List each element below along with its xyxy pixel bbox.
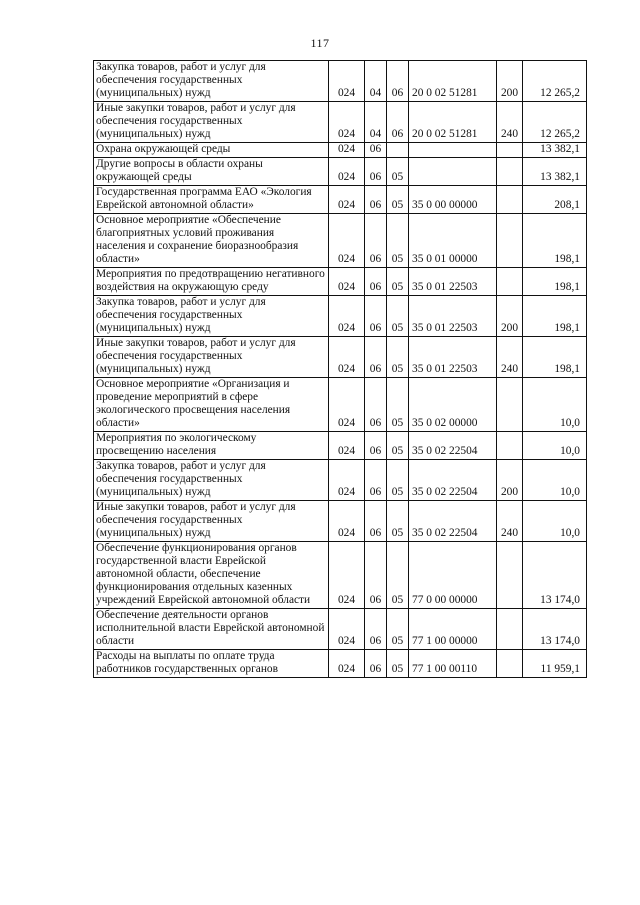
row-expense-type-code: 240 bbox=[497, 337, 523, 378]
row-subsection-code: 05 bbox=[387, 432, 409, 460]
row-target-article-code: 20 0 02 51281 bbox=[409, 102, 497, 143]
row-target-article-code: 35 0 00 00000 bbox=[409, 186, 497, 214]
row-amount: 10,0 bbox=[523, 378, 587, 432]
row-name: Мероприятия по предотвращению негативного воздействия на окружающую среду bbox=[94, 268, 329, 296]
row-target-article-code: 35 0 01 22503 bbox=[409, 296, 497, 337]
row-amount: 198,1 bbox=[523, 268, 587, 296]
row-subsection-code: 06 bbox=[387, 102, 409, 143]
row-expense-type-code bbox=[497, 268, 523, 296]
row-expense-type-code bbox=[497, 542, 523, 609]
table-row bbox=[94, 542, 587, 609]
row-section-code: 06 bbox=[365, 460, 387, 501]
row-target-article-code bbox=[409, 158, 497, 186]
row-section-code: 04 bbox=[365, 102, 387, 143]
row-target-article-code: 77 0 00 00000 bbox=[409, 542, 497, 609]
row-subsection-code: 05 bbox=[387, 186, 409, 214]
row-amount: 13 174,0 bbox=[523, 609, 587, 650]
row-name: Расходы на выплаты по оплате труда работников государственных органов bbox=[94, 650, 329, 678]
row-expense-type-code bbox=[497, 186, 523, 214]
row-target-article-code: 20 0 02 51281 bbox=[409, 61, 497, 102]
table-row bbox=[94, 650, 587, 678]
row-ministry-code: 024 bbox=[329, 61, 365, 102]
row-expense-type-code bbox=[497, 650, 523, 678]
row-target-article-code: 35 0 02 22504 bbox=[409, 460, 497, 501]
row-subsection-code: 05 bbox=[387, 268, 409, 296]
row-amount: 12 265,2 bbox=[523, 61, 587, 102]
row-expense-type-code: 240 bbox=[497, 501, 523, 542]
row-ministry-code: 024 bbox=[329, 186, 365, 214]
row-ministry-code: 024 bbox=[329, 609, 365, 650]
row-section-code: 06 bbox=[365, 214, 387, 268]
row-name: Иные закупки товаров, работ и услуг для обеспечения государственных (муниципальных) нужд bbox=[94, 501, 329, 542]
table-row bbox=[94, 61, 587, 102]
row-expense-type-code: 200 bbox=[497, 296, 523, 337]
table-row bbox=[94, 158, 587, 186]
row-subsection-code: 05 bbox=[387, 501, 409, 542]
row-subsection-code: 05 bbox=[387, 214, 409, 268]
row-section-code: 06 bbox=[365, 296, 387, 337]
table-row bbox=[94, 609, 587, 650]
row-section-code: 04 bbox=[365, 61, 387, 102]
row-subsection-code: 05 bbox=[387, 542, 409, 609]
row-section-code: 06 bbox=[365, 186, 387, 214]
row-amount: 13 382,1 bbox=[523, 158, 587, 186]
row-target-article-code: 35 0 01 22503 bbox=[409, 268, 497, 296]
row-name: Государственная программа ЕАО «Экология Еврейской автономной области» bbox=[94, 186, 329, 214]
table-row bbox=[94, 337, 587, 378]
row-amount: 198,1 bbox=[523, 337, 587, 378]
row-ministry-code: 024 bbox=[329, 542, 365, 609]
table-row bbox=[94, 214, 587, 268]
row-target-article-code: 35 0 02 22504 bbox=[409, 432, 497, 460]
row-name: Основное мероприятие «Обеспечение благоприятных условий проживания населения и сохранение биоразнообразия области» bbox=[94, 214, 329, 268]
row-subsection-code: 05 bbox=[387, 378, 409, 432]
row-name: Обеспечение деятельности органов исполнительной власти Еврейской автономной области bbox=[94, 609, 329, 650]
row-name: Обеспечение функционирования органов государственной власти Еврейской автономной области, обеспечение функционирования отдельных казенных учреждений Еврейской автономной области bbox=[94, 542, 329, 609]
row-section-code: 06 bbox=[365, 378, 387, 432]
row-name: Мероприятия по экологическому просвещению населения bbox=[94, 432, 329, 460]
table-row bbox=[94, 268, 587, 296]
row-amount: 10,0 bbox=[523, 432, 587, 460]
row-amount: 198,1 bbox=[523, 214, 587, 268]
row-expense-type-code: 240 bbox=[497, 102, 523, 143]
row-subsection-code: 05 bbox=[387, 296, 409, 337]
row-subsection-code: 05 bbox=[387, 460, 409, 501]
row-name: Закупка товаров, работ и услуг для обеспечения государственных (муниципальных) нужд bbox=[94, 61, 329, 102]
row-ministry-code: 024 bbox=[329, 460, 365, 501]
page-number: 117 bbox=[310, 36, 330, 50]
row-section-code: 06 bbox=[365, 143, 387, 158]
table-row bbox=[94, 501, 587, 542]
row-expense-type-code bbox=[497, 609, 523, 650]
row-amount: 12 265,2 bbox=[523, 102, 587, 143]
row-name: Закупка товаров, работ и услуг для обеспечения государственных (муниципальных) нужд bbox=[94, 296, 329, 337]
row-amount: 11 959,1 bbox=[523, 650, 587, 678]
row-section-code: 06 bbox=[365, 542, 387, 609]
row-name: Охрана окружающей среды bbox=[94, 143, 329, 158]
row-subsection-code: 05 bbox=[387, 609, 409, 650]
row-subsection-code: 05 bbox=[387, 650, 409, 678]
row-amount: 10,0 bbox=[523, 501, 587, 542]
row-name: Основное мероприятие «Организация и проведение мероприятий в сфере экологического просвещения населения области» bbox=[94, 378, 329, 432]
row-target-article-code: 35 0 01 22503 bbox=[409, 337, 497, 378]
row-subsection-code bbox=[387, 143, 409, 158]
row-amount: 10,0 bbox=[523, 460, 587, 501]
row-ministry-code: 024 bbox=[329, 501, 365, 542]
table-row bbox=[94, 432, 587, 460]
table-row bbox=[94, 296, 587, 337]
row-expense-type-code bbox=[497, 214, 523, 268]
row-ministry-code: 024 bbox=[329, 214, 365, 268]
row-ministry-code: 024 bbox=[329, 158, 365, 186]
row-ministry-code: 024 bbox=[329, 268, 365, 296]
row-target-article-code: 35 0 01 00000 bbox=[409, 214, 497, 268]
row-expense-type-code bbox=[497, 378, 523, 432]
row-ministry-code: 024 bbox=[329, 650, 365, 678]
table-row bbox=[94, 102, 587, 143]
row-name: Другие вопросы в области охраны окружающей среды bbox=[94, 158, 329, 186]
row-name: Иные закупки товаров, работ и услуг для обеспечения государственных (муниципальных) нужд bbox=[94, 337, 329, 378]
row-expense-type-code bbox=[497, 432, 523, 460]
row-target-article-code: 77 1 00 00110 bbox=[409, 650, 497, 678]
row-subsection-code: 06 bbox=[387, 61, 409, 102]
row-amount: 13 382,1 bbox=[523, 143, 587, 158]
row-name: Закупка товаров, работ и услуг для обеспечения государственных (муниципальных) нужд bbox=[94, 460, 329, 501]
row-amount: 198,1 bbox=[523, 296, 587, 337]
row-amount: 13 174,0 bbox=[523, 542, 587, 609]
row-section-code: 06 bbox=[365, 609, 387, 650]
row-expense-type-code: 200 bbox=[497, 460, 523, 501]
row-amount: 208,1 bbox=[523, 186, 587, 214]
row-ministry-code: 024 bbox=[329, 296, 365, 337]
row-expense-type-code bbox=[497, 143, 523, 158]
row-target-article-code: 35 0 02 00000 bbox=[409, 378, 497, 432]
row-ministry-code: 024 bbox=[329, 378, 365, 432]
budget-table bbox=[93, 60, 587, 678]
row-ministry-code: 024 bbox=[329, 337, 365, 378]
row-target-article-code bbox=[409, 143, 497, 158]
row-section-code: 06 bbox=[365, 650, 387, 678]
row-name: Иные закупки товаров, работ и услуг для обеспечения государственных (муниципальных) нужд bbox=[94, 102, 329, 143]
row-ministry-code: 024 bbox=[329, 432, 365, 460]
row-target-article-code: 35 0 02 22504 bbox=[409, 501, 497, 542]
row-section-code: 06 bbox=[365, 501, 387, 542]
row-section-code: 06 bbox=[365, 432, 387, 460]
row-target-article-code: 77 1 00 00000 bbox=[409, 609, 497, 650]
row-ministry-code: 024 bbox=[329, 143, 365, 158]
table-body bbox=[94, 61, 587, 678]
row-section-code: 06 bbox=[365, 337, 387, 378]
row-ministry-code: 024 bbox=[329, 102, 365, 143]
row-expense-type-code bbox=[497, 158, 523, 186]
table-row bbox=[94, 378, 587, 432]
row-subsection-code: 05 bbox=[387, 337, 409, 378]
row-expense-type-code: 200 bbox=[497, 61, 523, 102]
row-subsection-code: 05 bbox=[387, 158, 409, 186]
table-row bbox=[94, 460, 587, 501]
table-row bbox=[94, 186, 587, 214]
row-section-code: 06 bbox=[365, 268, 387, 296]
row-section-code: 06 bbox=[365, 158, 387, 186]
table-row bbox=[94, 143, 587, 158]
